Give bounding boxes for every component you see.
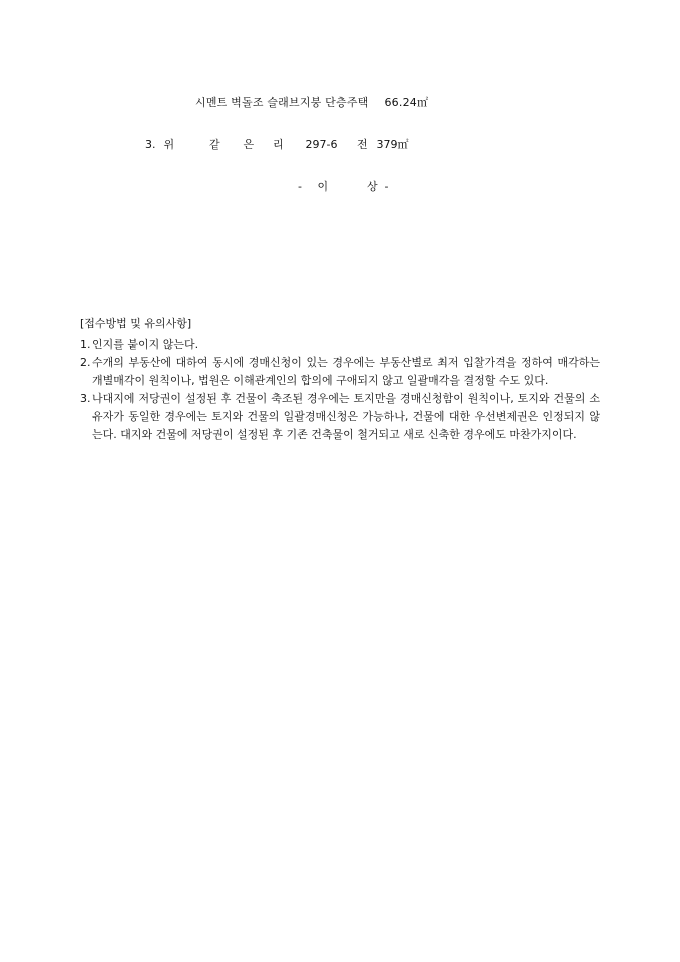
land-area: 379㎡ xyxy=(376,138,409,151)
land-location-char-3: 은 xyxy=(243,138,255,151)
note-item xyxy=(80,390,600,444)
end-mark-dash-right: - xyxy=(384,180,389,193)
land-location-char-4: 리 xyxy=(273,138,284,151)
note-number: 1. xyxy=(80,338,91,351)
note-text: 수개의 부동산에 대하여 동시에 경매신청이 있는 경우에는 부동산별로 최저 입찰가격을 정하여 매각하는 개별매각이 원칙이나, 법원은 이해관계인의 합의에 구애되지 않고 일괄매각을 결정할 수도 있다. xyxy=(92,356,600,387)
note-text: 나대지에 저당권이 설정된 후 건물이 축조된 경우에는 토지만을 경매신청함이 원칙이나, 토지와 건물의 소유자가 동일한 경우에는 토지와 건물의 일괄경매신청은 가능하나, 건물에 대한 우선변제권은 인정되지 않는다. 대지와 건물에 저당권이 설정된 후 기존 건축물이 철거되고 새로 신축한 경우에도 마찬가지이다. xyxy=(92,392,600,441)
note-number: 3. xyxy=(80,392,91,405)
end-mark xyxy=(298,180,388,194)
land-entry xyxy=(145,138,409,152)
note-number: 2. xyxy=(80,356,91,369)
building-entry xyxy=(195,96,428,110)
land-location-char-2: 같 xyxy=(209,138,220,151)
land-type: 전 xyxy=(357,138,368,151)
note-item xyxy=(80,336,600,354)
building-area: 66.24㎡ xyxy=(384,96,429,109)
end-mark-char-1: 이 xyxy=(317,180,329,193)
end-mark-dash-left: - xyxy=(298,180,302,193)
end-mark-char-2: 상 xyxy=(367,180,378,193)
note-text: 인지를 붙이지 않는다. xyxy=(92,338,199,351)
land-item-number: 3. xyxy=(145,138,156,151)
notes-section xyxy=(80,316,600,444)
building-description: 시멘트 벽돌조 슬래브지붕 단층주택 xyxy=(195,96,369,109)
land-lot-number: 297-6 xyxy=(305,138,338,151)
notes-title: [접수방법 및 유의사항] xyxy=(80,317,192,330)
land-location-char-1: 위 xyxy=(163,138,175,151)
note-item xyxy=(80,354,600,390)
